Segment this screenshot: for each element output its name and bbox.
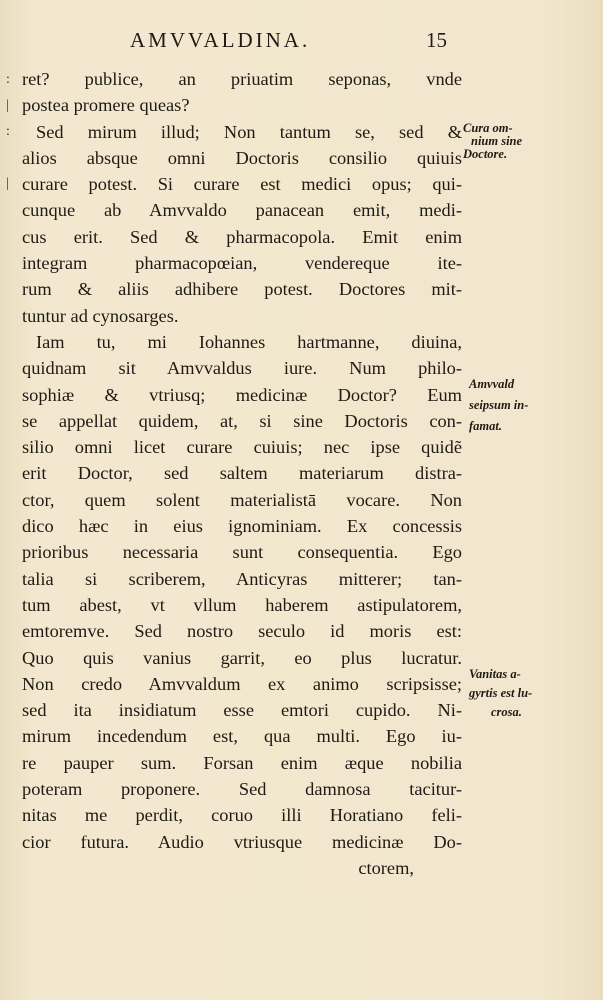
text-line: Non credo Amvvaldum ex animo scripsisse;: [22, 673, 462, 694]
edge-mark: |: [6, 98, 9, 113]
text-line: cus erit. Sed & pharmacopola. Emit enim: [22, 226, 462, 247]
margin-note-line: Doctore.: [463, 147, 508, 161]
text-line: Quo quis vanius garrit, eo plus lucratur.: [22, 647, 462, 668]
margin-note-vanitas: [469, 668, 532, 719]
text-line: mirum incedendum est, qua multi. Ego iu-: [22, 726, 462, 747]
text-line: ret? publice, an priuatim seponas, vnde: [22, 69, 462, 89]
margin-note-line: famat.: [469, 419, 502, 433]
margin-note-line: Amvvald: [469, 377, 515, 391]
text-line: talia si scriberem, Anticyras mitterer; tan-: [22, 568, 462, 589]
text-line: ctor, quem solent materialistā vocare. Non: [22, 489, 462, 510]
text-line: poteram proponere. Sed damnosa tacitur-: [22, 779, 462, 800]
text-line: rum & aliis adhibere potest. Doctores mit-: [22, 279, 462, 300]
margin-note-cura: [463, 122, 522, 161]
margin-note-line: Cura om-: [463, 121, 513, 135]
text-line: postea promere queas?: [22, 95, 190, 116]
text-line: tuntur ad cynosarges.: [22, 305, 179, 326]
text-line: alios absque omni Doctoris consilio quiuis: [22, 147, 462, 168]
text-line: sed ita insidiatum esse emtori cupido. Ni-: [22, 700, 462, 721]
text-line: erit Doctor, sed saltem materiarum distra-: [22, 463, 462, 484]
text-line: se appellat quidem, at, si sine Doctoris con-: [22, 410, 462, 431]
margin-note-line: gyrtis est lu-: [469, 686, 533, 700]
margin-note-amvvald: [469, 378, 528, 433]
margin-note-line: Vanitas a-: [469, 667, 521, 681]
text-line: curare potest. Si curare est medici opus; qui-: [22, 174, 462, 195]
text-line: quidnam sit Amvvaldus iure. Num philo-: [22, 358, 462, 379]
text-line: dico hæc in eius ignominiam. Ex concessis: [22, 516, 462, 537]
page-number: 15: [426, 28, 447, 52]
text-line: nitas me perdit, coruo illi Horatiano feli-: [22, 805, 462, 826]
edge-mark: |: [6, 176, 9, 191]
margin-note-line: nium sine: [471, 134, 523, 148]
text-line: cior futura. Audio vtriusque medicinæ Do-: [22, 831, 462, 852]
text-line: ctorem,: [358, 857, 414, 878]
margin-note-line: seipsum in-: [469, 398, 529, 412]
text-line: prioribus necessaria sunt consequentia. Ego: [22, 542, 462, 563]
text-line: tum abest, vt vllum haberem astipulatorem,: [22, 594, 462, 615]
text-line: re pauper sum. Forsan enim æque nobilia: [22, 752, 462, 773]
running-head: AMVVALDINA.: [130, 28, 311, 52]
body-text: [22, 66, 462, 881]
edge-mark: :: [6, 124, 10, 139]
page-header: [0, 28, 603, 58]
text-line: Iam tu, mi Iohannes hartmanne, diuina,: [36, 331, 462, 352]
edge-mark: :: [6, 72, 10, 87]
text-line: sophiæ & vtriusq; medicinæ Doctor? Eum: [22, 384, 462, 405]
text-line: emtoremve. Sed nostro seculo id moris est:: [22, 621, 462, 642]
text-line: integram pharmacopœian, vendereque ite-: [22, 253, 462, 274]
text-line: Sed mirum illud; Non tantum se, sed &: [36, 121, 462, 142]
margin-note-line: crosa.: [491, 705, 522, 719]
text-line: silio omni licet curare cuiuis; nec ipse quidẽ: [22, 437, 462, 458]
text-line: cunque ab Amvvaldo panacean emit, medi-: [22, 200, 462, 221]
